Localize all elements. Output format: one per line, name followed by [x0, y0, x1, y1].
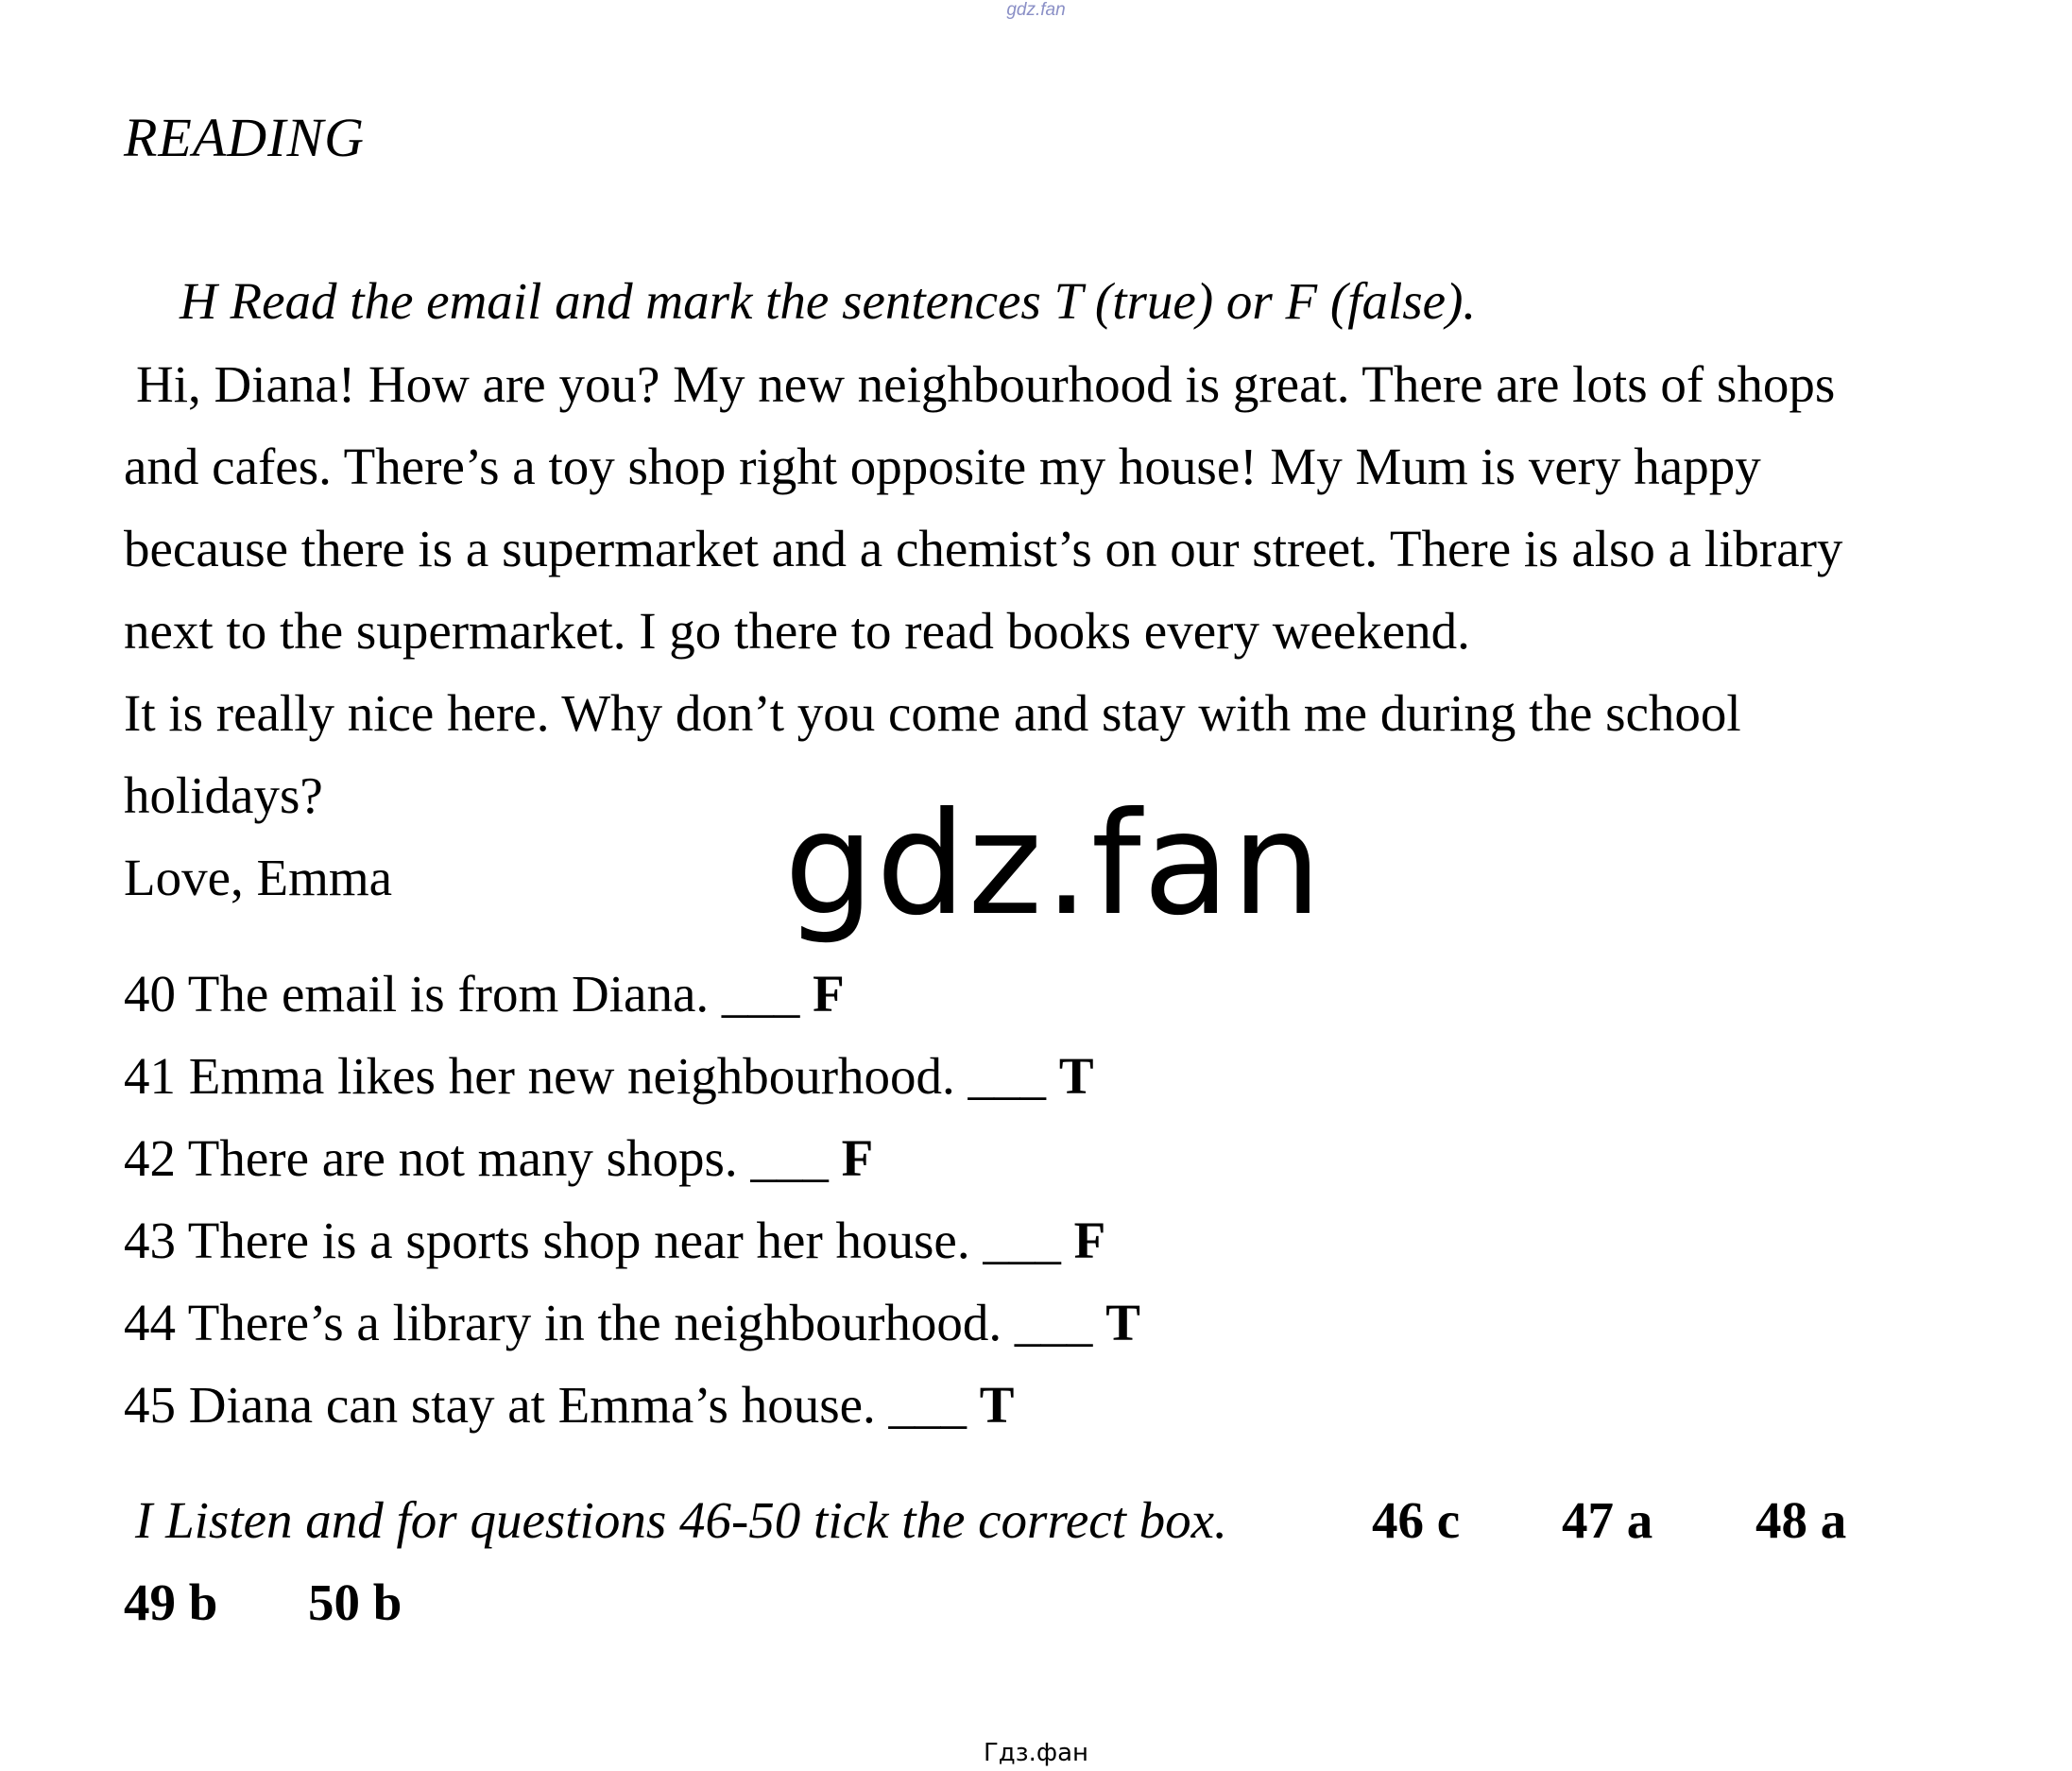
answer-46: 46 c [1372, 1491, 1461, 1549]
answer-50: 50 b [308, 1573, 402, 1631]
email-line: because there is a supermarket and a chemist’s on our street. There is also a library [124, 520, 1843, 577]
statement-40 [124, 964, 845, 1023]
answer-48: 48 a [1755, 1491, 1847, 1549]
footer-watermark: Гдз.фан [983, 1739, 1089, 1767]
statement-answer: F [841, 1129, 874, 1187]
statement-41 [124, 1046, 1094, 1106]
gdz-watermark: gdz.fan [784, 782, 1324, 947]
statement-44 [124, 1293, 1140, 1352]
top-watermark: gdz.fan [1006, 0, 1066, 20]
task-i-instruction: I Listen and for questions 46-50 tick the correct box. [135, 1491, 1227, 1549]
statement-43 [124, 1211, 1105, 1270]
email-line: next to the supermarket. I go there to read books every weekend. [124, 602, 1470, 660]
statement-answer: F [813, 965, 845, 1023]
statement-text: 42 There are not many shops. ___ [124, 1129, 842, 1187]
statement-text: 40 The email is from Diana. ___ [124, 965, 813, 1023]
section-heading: READING [124, 107, 366, 168]
statement-text: 43 There is a sports shop near her house. ___ [124, 1212, 1074, 1269]
statement-text: 45 Diana can stay at Emma’s house. ___ [124, 1376, 980, 1434]
email-signature: Love, Emma [124, 849, 393, 906]
statement-answer: T [1058, 1047, 1094, 1105]
email-line: and cafes. There’s a toy shop right opposite my house! My Mum is very happy [124, 438, 1761, 495]
statement-answer: F [1073, 1212, 1106, 1269]
statement-45 [124, 1375, 1014, 1435]
statement-answer: T [1105, 1294, 1140, 1351]
statement-text: 44 There’s a library in the neighbourhood. ___ [124, 1294, 1106, 1351]
email-line: It is really nice here. Why don’t you come and stay with me during the school [124, 684, 1741, 742]
statement-42 [124, 1128, 873, 1188]
task-h-instruction: H Read the email and mark the sentences T (true) or F (false). [180, 272, 1477, 330]
statement-text: 41 Emma likes her new neighbourhood. ___ [124, 1047, 1059, 1105]
email-line: holidays? [124, 766, 323, 824]
answer-47: 47 a [1562, 1491, 1653, 1549]
statement-answer: T [979, 1376, 1015, 1434]
email-line: Hi, Diana! How are you? My new neighbourhood is great. There are lots of shops [136, 355, 1836, 413]
answer-49: 49 b [124, 1573, 218, 1631]
